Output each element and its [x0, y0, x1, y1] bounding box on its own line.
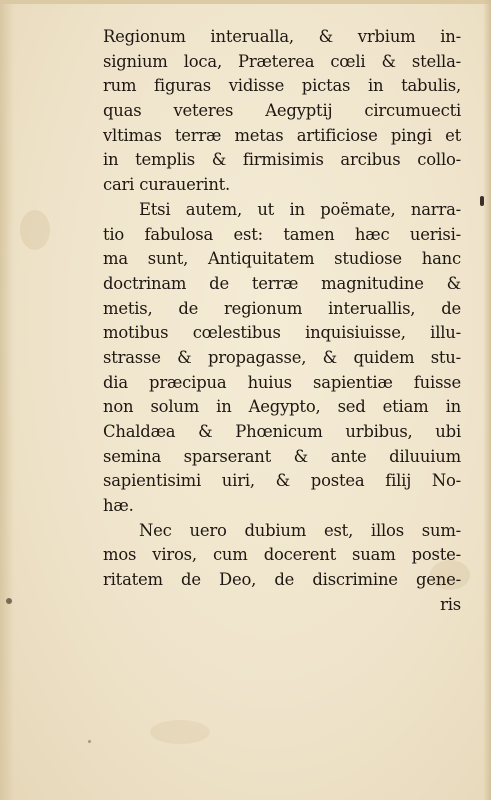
paragraph-start-line: Nec uero dubium est, illos sum- [139, 520, 461, 540]
text-line: dia præcipua huius sapientiæ fuisse [103, 372, 461, 392]
text-line: tio fabulosa est: tamen hæc uerisi- [103, 224, 461, 244]
page-edge-shadow [483, 0, 491, 800]
text-line: sapientisimi uiri, & postea filij No- [103, 471, 461, 491]
text-line: Chaldæa & Phœnicum urbibus, ubi [103, 422, 461, 441]
paragraph-start-line: Etsi autem, ut in poëmate, narra- [139, 199, 461, 219]
page-gutter-shadow [0, 0, 14, 800]
text-line: ma sunt, Antiquitatem studiose hanc [103, 249, 461, 269]
text-line: non solum in Aegypto, sed etiam in [103, 397, 461, 417]
text-line: mos viros, cum docerent suam poste- [103, 545, 461, 565]
text-line: signium loca, Præterea cœli & stella- [103, 51, 461, 71]
text-line: semina sparserant & ante diluuium [103, 446, 461, 466]
text-line: strasse & propagasse, & quidem stu- [103, 347, 461, 367]
text-line: metis, de regionum interuallis, de [103, 298, 461, 318]
ink-speck [6, 598, 12, 604]
ink-speck [480, 196, 484, 206]
text-line: hæ. [103, 496, 134, 516]
text-line: motibus cœlestibus inquisiuisse, illu- [103, 323, 461, 343]
paper-stain [20, 210, 50, 250]
paper-stain [150, 720, 210, 744]
text-line: Regionum interualla, & vrbium in- [103, 27, 461, 46]
text-line: vltimas terræ metas artificiose pingi et [103, 125, 461, 145]
text-line: rum figuras vidisse pictas in tabulis, [103, 76, 461, 96]
text-line: quas veteres Aegyptij circumuecti [103, 101, 461, 121]
text-line: cari curauerint. [103, 175, 231, 195]
text-line: doctrinam de terræ magnitudine & [103, 273, 461, 293]
ink-speck [88, 740, 91, 743]
body-text [103, 25, 461, 618]
text-line: in templis & firmisimis arcibus collo- [103, 150, 461, 170]
catchword: ris [440, 594, 461, 614]
text-line: ritatem de Deo, de discrimine gene- [103, 570, 461, 590]
page-top-edge [0, 0, 491, 4]
